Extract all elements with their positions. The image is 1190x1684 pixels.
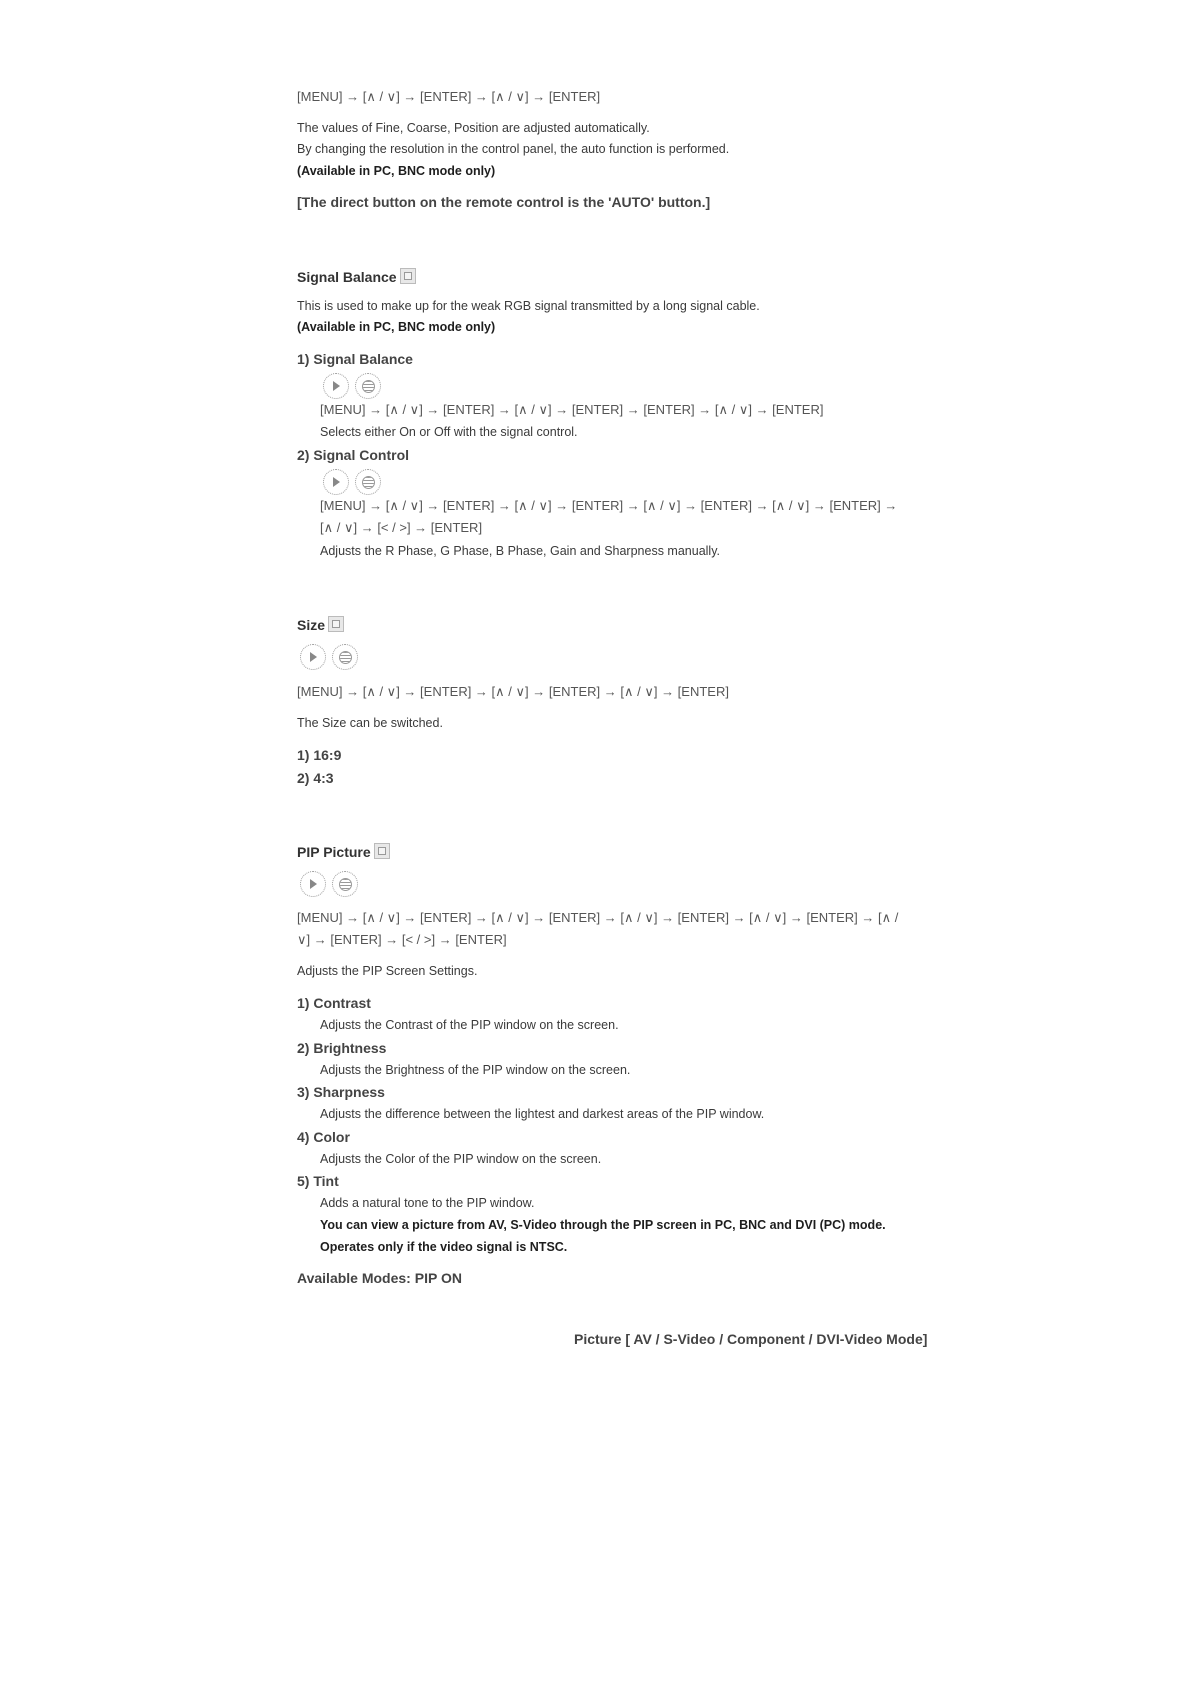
size-option-1 (297, 747, 341, 763)
menu-icon (355, 469, 381, 495)
item-number: 2) (297, 770, 310, 786)
item-number: 3) (297, 1084, 310, 1100)
play-icon (300, 871, 326, 897)
pip-menu-path-2: ∨] → [ENTER] → [< / >] → [ENTER] (297, 932, 507, 947)
item-title: Contrast (313, 995, 371, 1011)
play-icon (300, 644, 326, 670)
pip-note-1: You can view a picture from AV, S-Video through the PIP screen in PC, BNC and DVI (PC) mode. (320, 1218, 886, 1232)
size-heading (297, 616, 344, 633)
menu-icon (355, 373, 381, 399)
remote-buttons (300, 871, 364, 897)
signal-balance-title: Signal Balance (297, 269, 397, 285)
item-number: 1) (297, 747, 310, 763)
size-title: Size (297, 617, 326, 633)
menu-icon (332, 644, 358, 670)
next-section-link[interactable]: Picture [ AV / S-Video / Component / DVI-Video Mode] (574, 1331, 928, 1347)
item-title: Brightness (313, 1040, 387, 1056)
pip-item-tint (297, 1173, 339, 1189)
pip-item-sharpness (297, 1084, 385, 1100)
remote-buttons (323, 469, 387, 495)
size-option-2 (297, 770, 334, 786)
item-number: 4) (297, 1129, 310, 1145)
pip-available-modes: Available Modes: PIP ON (297, 1270, 462, 1286)
intro-menu-path: [MENU] → [∧ / ∨] → [ENTER] → [∧ / ∨] → [ENTER] (297, 89, 601, 104)
pip-contrast-desc: Adjusts the Contrast of the PIP window on the screen. (320, 1018, 619, 1032)
item-title: Sharpness (313, 1084, 385, 1100)
mode-icon (400, 268, 416, 284)
pip-brightness-desc: Adjusts the Brightness of the PIP window on the screen. (320, 1063, 631, 1077)
item-number: 5) (297, 1173, 310, 1189)
item-title: 4:3 (313, 770, 334, 786)
pip-color-desc: Adjusts the Color of the PIP window on the screen. (320, 1152, 602, 1166)
signal-balance-menu-path: [MENU] → [∧ / ∨] → [ENTER] → [∧ / ∨] → [ENTER] → [ENTER] → [∧ / ∨] → [ENTER] (320, 402, 824, 417)
signal-balance-item-1 (297, 351, 413, 367)
signal-balance-availability: (Available in PC, BNC mode only) (297, 320, 496, 334)
play-icon (323, 373, 349, 399)
item-number: 2) (297, 1040, 310, 1056)
direct-button-note: [The direct button on the remote control is the 'AUTO' button.] (297, 194, 711, 210)
signal-control-desc: Adjusts the R Phase, G Phase, B Phase, Gain and Sharpness manually. (320, 544, 720, 558)
signal-balance-heading (297, 268, 416, 285)
menu-icon (332, 871, 358, 897)
pip-desc: Adjusts the PIP Screen Settings. (297, 964, 478, 978)
item-title: Signal Control (313, 447, 410, 463)
item-title: Tint (313, 1173, 339, 1189)
pip-note-2: Operates only if the video signal is NTSC. (320, 1240, 568, 1254)
intro-text-1: The values of Fine, Coarse, Position are adjusted automatically. (297, 121, 650, 135)
pip-item-color (297, 1129, 350, 1145)
pip-picture-title: PIP Picture (297, 844, 371, 860)
play-icon (323, 469, 349, 495)
item-title: Color (313, 1129, 350, 1145)
item-number: 1) (297, 995, 310, 1011)
pip-item-brightness (297, 1040, 386, 1056)
signal-balance-item-1-desc: Selects either On or Off with the signal control. (320, 425, 578, 439)
item-title: Signal Balance (313, 351, 413, 367)
remote-buttons (300, 644, 364, 670)
pip-picture-heading (297, 843, 390, 860)
pip-item-contrast (297, 995, 371, 1011)
item-number: 2) (297, 447, 310, 463)
signal-balance-item-2 (297, 447, 409, 463)
item-number: 1) (297, 351, 310, 367)
pip-tint-desc: Adds a natural tone to the PIP window. (320, 1196, 535, 1210)
signal-control-menu-path-2: [∧ / ∨] → [< / >] → [ENTER] (320, 520, 483, 535)
mode-icon (374, 843, 390, 859)
pip-menu-path-1: [MENU] → [∧ / ∨] → [ENTER] → [∧ / ∨] → [ENTER] → [∧ / ∨] → [ENTER] → [∧ / ∨] → [ENTER] → [∧ / (297, 910, 899, 925)
item-title: 16:9 (313, 747, 342, 763)
intro-text-2: By changing the resolution in the control panel, the auto function is performed. (297, 142, 730, 156)
remote-buttons (323, 373, 387, 399)
intro-availability: (Available in PC, BNC mode only) (297, 164, 496, 178)
signal-balance-desc: This is used to make up for the weak RGB signal transmitted by a long signal cable. (297, 299, 760, 313)
size-menu-path: [MENU] → [∧ / ∨] → [ENTER] → [∧ / ∨] → [ENTER] → [∧ / ∨] → [ENTER] (297, 684, 729, 699)
signal-control-menu-path-1: [MENU] → [∧ / ∨] → [ENTER] → [∧ / ∨] → [ENTER] → [∧ / ∨] → [ENTER] → [∧ / ∨] → [ENTER] → (320, 498, 898, 513)
pip-sharpness-desc: Adjusts the difference between the lightest and darkest areas of the PIP window. (320, 1107, 765, 1121)
mode-icon (328, 616, 344, 632)
size-desc: The Size can be switched. (297, 716, 443, 730)
